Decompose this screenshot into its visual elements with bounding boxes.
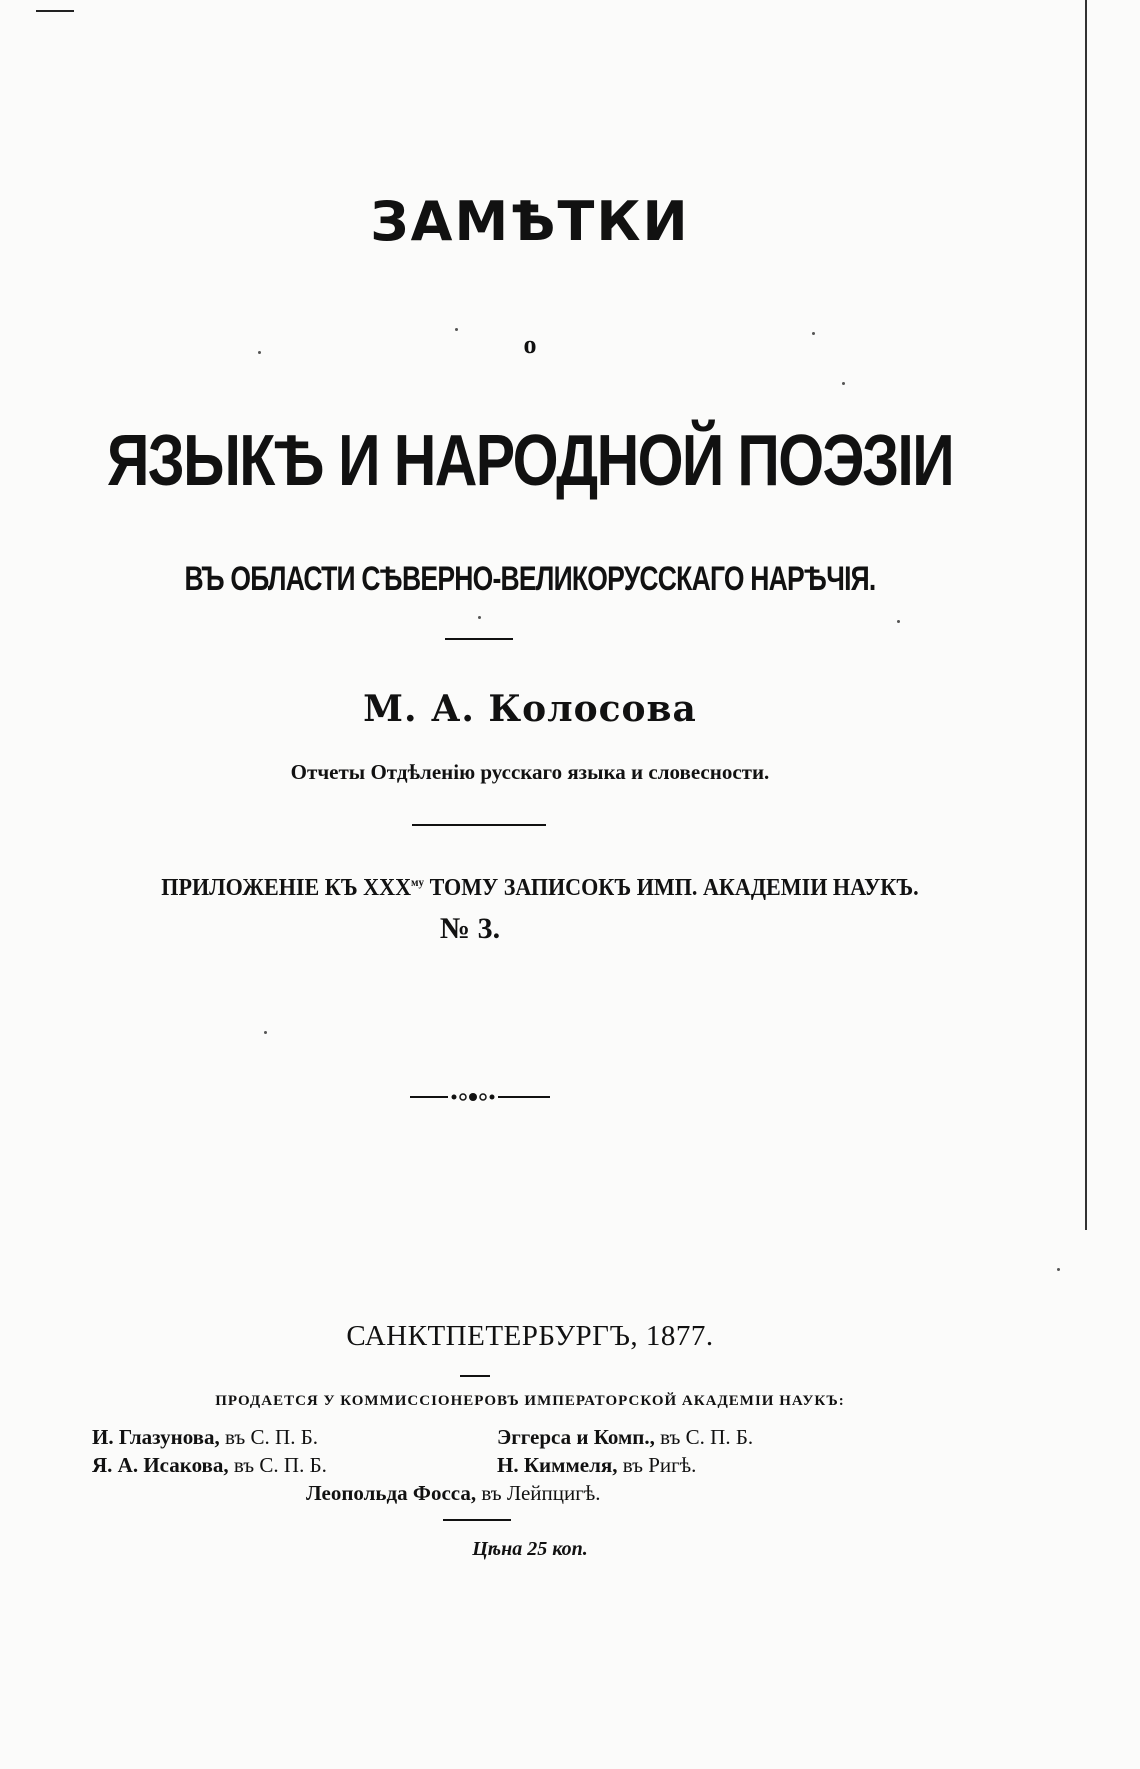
seller-place: въ С. П. Б. bbox=[654, 1425, 754, 1449]
ornament-ring bbox=[480, 1094, 486, 1100]
supplement-superscript: му bbox=[411, 875, 425, 889]
print-speck bbox=[455, 328, 458, 331]
issue-number: № 3. bbox=[439, 912, 501, 945]
ornament-ring bbox=[460, 1094, 466, 1100]
print-speck bbox=[478, 616, 481, 619]
ornament-dot bbox=[490, 1095, 495, 1100]
price: Цѣна 25 коп. bbox=[472, 1538, 588, 1560]
seller-name: Эггерса и Комп., bbox=[497, 1425, 655, 1449]
print-speck bbox=[842, 382, 845, 385]
ornament-center bbox=[469, 1093, 477, 1101]
ornament-divider bbox=[410, 1090, 550, 1104]
divider-rule-3 bbox=[460, 1375, 490, 1377]
city-year: САНКТПЕТЕРБУРГЪ, 1877. bbox=[346, 1320, 714, 1352]
seller-place: въ Ригѣ. bbox=[617, 1453, 697, 1477]
sold-by-line: ПРОДАЕТСЯ У КОММИССІОНЕРОВЪ ИМПЕРАТОРСКОЙ АКАДЕМІИ НАУКЪ: bbox=[215, 1393, 845, 1409]
print-speck bbox=[1057, 1268, 1060, 1271]
seller-entry bbox=[497, 1453, 696, 1478]
print-speck bbox=[812, 332, 815, 335]
divider-rule-1 bbox=[445, 638, 513, 640]
title-big: ЯЗЫКѢ И НАРОДНОЙ ПОЭЗІИ bbox=[107, 421, 953, 501]
title-main: ЗАМѢТКИ bbox=[370, 190, 690, 253]
author: М. А. Колосова bbox=[363, 688, 697, 730]
corner-mark bbox=[36, 10, 74, 12]
page-edge-line bbox=[1085, 0, 1087, 1230]
ornament-dot bbox=[452, 1095, 457, 1100]
title-preposition: о bbox=[523, 330, 537, 359]
seller-name: Леопольда Фосса, bbox=[306, 1481, 477, 1505]
divider-rule-2 bbox=[412, 824, 546, 826]
seller-entry bbox=[92, 1453, 327, 1478]
supplement-line bbox=[16, 875, 1065, 902]
print-speck bbox=[897, 620, 900, 623]
seller-name: И. Глазунова, bbox=[92, 1425, 220, 1449]
seller-name: Я. А. Исакова, bbox=[92, 1453, 229, 1477]
subtitle: ВЪ ОБЛАСТИ СѢВЕРНО-ВЕЛИКОРУССКАГО НАРѢЧІЯ. bbox=[184, 560, 876, 598]
seller-place: въ Лейпцигѣ. bbox=[476, 1481, 601, 1505]
print-speck bbox=[264, 1031, 267, 1034]
seller-entry bbox=[92, 1425, 318, 1450]
print-speck bbox=[258, 351, 261, 354]
supplement-prefix: ПРИЛОЖЕНІЕ КЪ XXX bbox=[161, 875, 412, 901]
seller-place: въ С. П. Б. bbox=[219, 1425, 319, 1449]
supplement-suffix: ТОМУ ЗАПИСОКЪ ИМП. АКАДЕМІИ НАУКЪ. bbox=[424, 875, 919, 901]
seller-entry bbox=[497, 1425, 753, 1450]
seller-place: въ С. П. Б. bbox=[228, 1453, 327, 1477]
report-line: Отчеты Отдѣленію русскаго языка и словесности. bbox=[290, 760, 770, 784]
seller-name: Н. Киммеля, bbox=[497, 1453, 618, 1477]
seller-entry bbox=[306, 1481, 600, 1506]
divider-rule-4 bbox=[443, 1519, 511, 1521]
